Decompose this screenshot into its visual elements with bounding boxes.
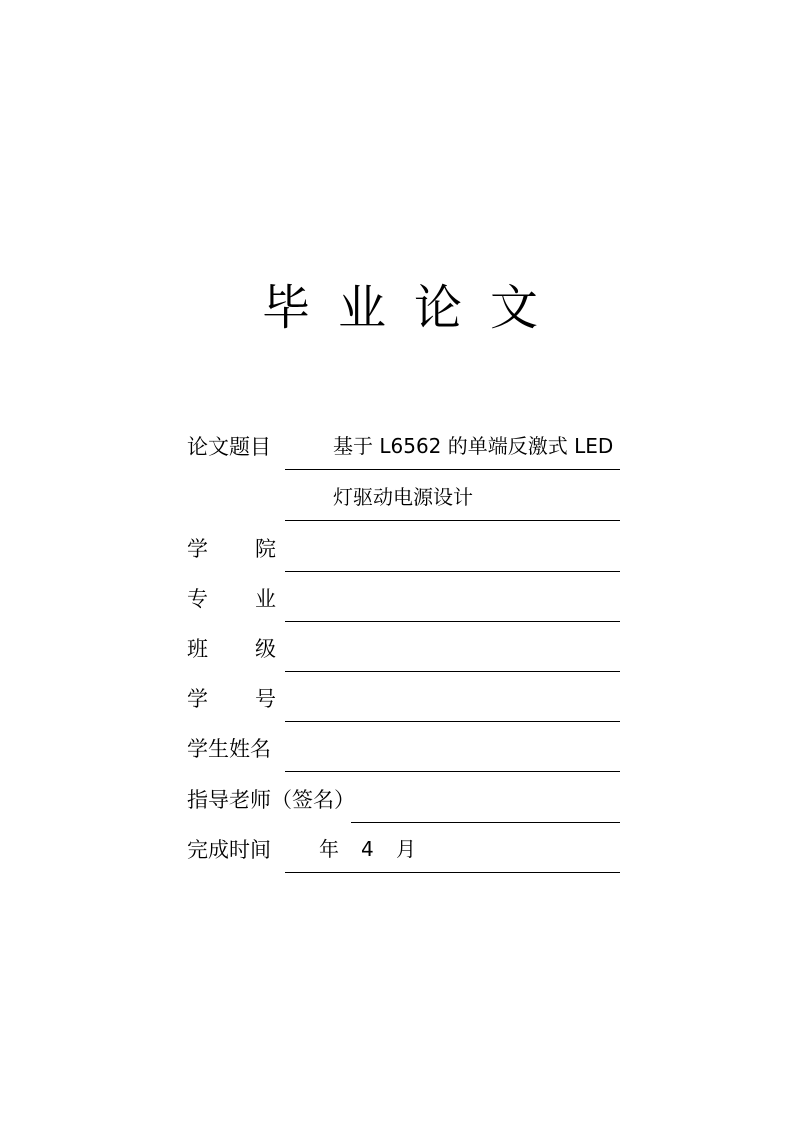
completion-date-line [285,832,620,873]
thesis-title-value-line-1: 基于 L6562 的单端反激式 LED [333,434,614,458]
student-id-label-char-2: 号 [255,687,276,711]
class-field [187,632,620,672]
thesis-title-field [187,430,620,470]
major-label [187,586,276,612]
student-name-field [187,732,620,772]
college-label-char-2: 院 [255,537,276,561]
major-label-char-2: 业 [255,587,276,611]
thesis-title-value-line-2: 灯驱动电源设计 [333,485,473,509]
student-name-label: 学生姓名 [187,737,271,761]
class-label-char-1: 班 [187,637,208,661]
completion-month-value: 4 [361,837,374,861]
completion-date-label: 完成时间 [187,838,271,862]
college-label-char-1: 学 [187,537,208,561]
student-name-line [285,731,620,772]
class-line [285,631,620,672]
advisor-field [187,783,620,823]
student-id-field [187,682,620,722]
college-line [285,531,620,572]
college-field [187,532,620,572]
thesis-title-field-continued [187,481,620,521]
student-id-label-char-1: 学 [187,687,208,711]
thesis-title-line-2 [285,480,620,521]
major-label-char-1: 专 [187,587,208,611]
major-line [285,581,620,622]
completion-month-label: 月 [396,837,416,861]
advisor-label: 指导老师（签名） [187,788,355,812]
completion-year-label: 年 [319,837,339,861]
class-label-char-2: 级 [255,637,276,661]
thesis-title-line-1 [285,429,620,470]
page-title: 毕业论文 [261,280,566,336]
student-id-line [285,681,620,722]
college-label [187,536,276,562]
completion-date-field [187,833,620,873]
major-field [187,582,620,622]
student-id-label [187,686,276,712]
class-label [187,636,276,662]
thesis-title-label: 论文题目 [187,435,271,459]
advisor-signature-line [351,782,620,823]
